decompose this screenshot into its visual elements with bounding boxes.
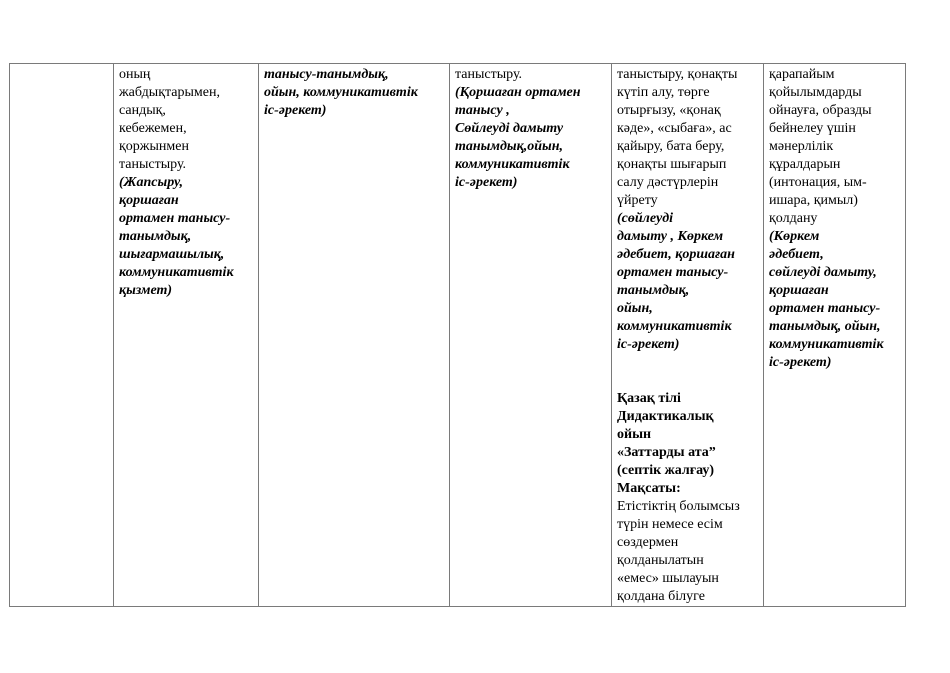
- activity-type-note: (Жапсыру, қоршаған ортамен танысу- танымдық, шығармашылық, коммуникативтік қызмет): [119, 175, 234, 298]
- paragraph-spacer: [617, 354, 759, 372]
- activity-plan-table: [9, 63, 906, 607]
- section-heading: Қазақ тілі Дидактикалық ойын «Заттарды ата” (септік жалғау) Мақсаты:: [617, 391, 716, 496]
- cell-description: қарапайым қойылымдарды ойнауға, образды бейнелеу үшін мәнерлілік құралдарын (интонация, ым- ишара, қимыл) қолдану: [769, 67, 872, 226]
- paragraph-spacer: [617, 372, 759, 390]
- cell-description: таныстыру.: [455, 67, 523, 82]
- activity-type-note: (Көркем әдебиет, сөйлеуді дамыту, қоршаған ортамен танысу- танымдық, ойын, коммуникативтік іс-әрекет): [769, 229, 884, 370]
- cell-description: оның жабдықтарымен, сандық, кебежемен, қоржынмен таныстыру.: [119, 67, 220, 172]
- cell-description: таныстыру, қонақты күтіп алу, төрге отырғызу, «қонақ кәде», «сыбаға», ас қайыру, бата беру, қонақты шығарып салу дәстүрлерін үйрету: [617, 67, 738, 208]
- table-row: [10, 64, 906, 607]
- table-cell-col4: [450, 64, 612, 607]
- goal-text: Етістіктің болымсыз түрін немесе есім сөздермен қолданылатын «емес» шылауын қолдана білуге: [617, 499, 740, 604]
- activity-type-note: (Қоршаған ортамен танысу , Сөйлеуді дамыту танымдық,ойын, коммуникативтік іс-әрекет): [455, 85, 581, 190]
- table-cell-col2: [114, 64, 259, 607]
- table-cell-col5: [612, 64, 764, 607]
- table-cell-empty: [10, 64, 114, 607]
- table-cell-col6: [764, 64, 906, 607]
- activity-type-note: танысу-танымдық, ойын, коммуникативтік іс-әрекет): [264, 67, 418, 118]
- table-cell-col3: [259, 64, 450, 607]
- activity-type-note: (сөйлеуді дамыту , Көркем әдебиет, қоршаған ортамен танысу- танымдық, ойын, коммуникативтік іс-әрекет): [617, 211, 735, 352]
